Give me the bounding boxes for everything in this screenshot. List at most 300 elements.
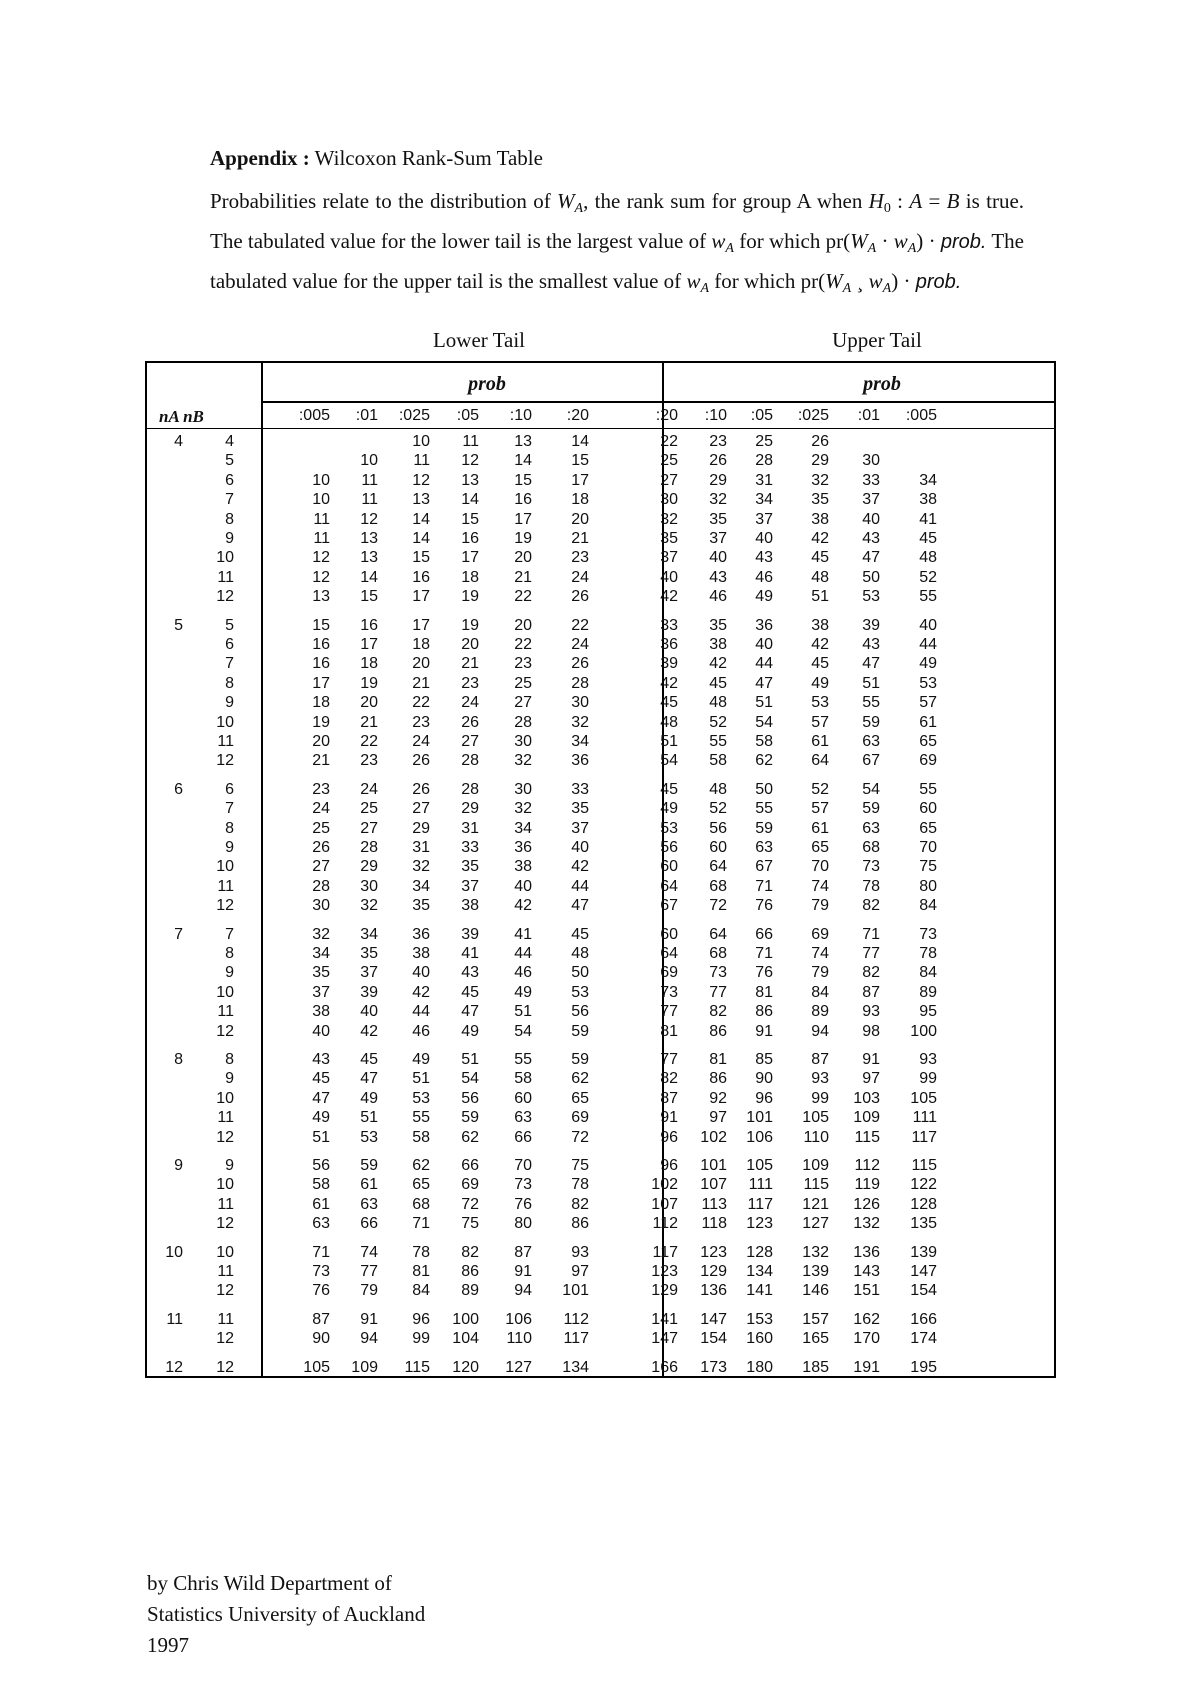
cell-value: 34 (919, 471, 937, 489)
cell-value: 43 (862, 636, 880, 653)
cell-value: 128 (746, 1243, 773, 1261)
cell-value: 47 (862, 655, 880, 673)
cell-value: 64 (660, 945, 678, 962)
cell-value: 38 (919, 491, 937, 509)
cell-value: 146 (802, 1282, 829, 1300)
cell-value: 34 (360, 925, 378, 943)
cell-value: 33 (461, 839, 479, 856)
cell-value: 74 (811, 945, 829, 962)
table-row (147, 858, 1054, 876)
cell-value: 44 (755, 655, 773, 673)
cell-value: 118 (701, 1215, 727, 1233)
cell-value: 120 (452, 1358, 479, 1376)
footer-line-1: by Chris Wild Department of (147, 1571, 392, 1595)
cell-value: 40 (755, 636, 773, 653)
cell-value: 40 (412, 964, 430, 982)
cell-value: 31 (412, 839, 430, 856)
cell-value: 51 (811, 588, 829, 606)
table-row (147, 897, 1054, 915)
cell-value: 67 (755, 858, 773, 876)
cell-value: 59 (862, 800, 880, 818)
cell-value: 64 (709, 858, 727, 876)
cell-value: 54 (755, 713, 773, 731)
column-header: :10 (704, 407, 727, 424)
desc-var: W (850, 229, 868, 253)
cell-value: 117 (563, 1330, 589, 1348)
cell-value: 115 (404, 1358, 430, 1376)
cell-value: 50 (862, 568, 880, 586)
cell-value: 132 (853, 1215, 880, 1233)
cell-value: 11 (413, 452, 430, 470)
cell-value: 76 (755, 897, 773, 915)
cell-value: 40 (312, 1022, 330, 1040)
cell-value: 139 (910, 1243, 937, 1261)
cell-value: 165 (802, 1330, 829, 1348)
cell-nB: 9 (225, 964, 234, 982)
cell-value: 41 (919, 510, 937, 528)
desc-var: W (825, 269, 843, 293)
cell-nB: 7 (225, 925, 234, 943)
heading-title: Wilcoxon Rank-Sum Table (309, 146, 543, 170)
table-row (147, 617, 1054, 635)
cell-value: 17 (412, 588, 430, 606)
cell-value: 45 (461, 983, 479, 1001)
cell-nA: 10 (165, 1243, 183, 1261)
cell-value: 40 (709, 549, 727, 567)
cell-value: 40 (755, 530, 773, 547)
cell-value: 51 (412, 1070, 430, 1088)
cell-value: 42 (514, 897, 532, 915)
cell-value: 96 (755, 1089, 773, 1107)
cell-value: 54 (660, 752, 678, 770)
cell-value: 162 (853, 1310, 880, 1328)
cell-nA: 8 (174, 1051, 183, 1068)
cell-value: 22 (412, 694, 430, 712)
cell-value: 60 (660, 925, 678, 943)
cell-value: 22 (660, 433, 678, 450)
cell-value: 24 (461, 694, 479, 712)
cell-value: 141 (746, 1282, 773, 1300)
cell-value: 185 (802, 1358, 829, 1376)
cell-value: 62 (412, 1157, 430, 1174)
cell-value: 37 (660, 549, 678, 567)
cell-value: 45 (660, 780, 678, 798)
table-row (147, 945, 1054, 963)
cell-value: 73 (862, 858, 880, 876)
desc-text: for which pr( (733, 229, 851, 253)
prob-header-upper: prob (863, 373, 901, 395)
cell-value: 56 (571, 1003, 589, 1021)
cell-value: 70 (811, 858, 829, 876)
cell-value: 77 (660, 1051, 678, 1068)
cell-value: 34 (571, 733, 589, 750)
cell-value: 119 (854, 1176, 880, 1194)
cell-value: 14 (412, 530, 430, 547)
cell-nA: 12 (165, 1358, 183, 1376)
cell-value: 24 (571, 568, 589, 586)
cell-value: 32 (514, 752, 532, 770)
cell-value: 73 (660, 983, 678, 1001)
cell-value: 75 (919, 858, 937, 876)
cell-value: 110 (803, 1128, 829, 1146)
cell-value: 98 (862, 1022, 880, 1040)
cell-value: 81 (660, 1022, 678, 1040)
cell-value: 13 (461, 471, 479, 489)
cell-value: 71 (412, 1215, 430, 1233)
cell-value: 29 (709, 471, 727, 489)
cell-value: 147 (700, 1310, 727, 1328)
cell-value: 82 (660, 1070, 678, 1088)
cell-value: 43 (709, 568, 727, 586)
cell-value: 153 (746, 1310, 773, 1328)
cell-value: 19 (461, 616, 479, 634)
cell-value: 47 (312, 1089, 330, 1107)
cell-value: 93 (919, 1051, 937, 1068)
cell-value: 23 (514, 655, 532, 673)
cell-value: 141 (651, 1310, 678, 1328)
cell-value: 100 (452, 1310, 479, 1328)
cell-value: 25 (660, 452, 678, 470)
cell-value: 12 (312, 549, 330, 567)
cell-value: 128 (910, 1195, 937, 1213)
cell-nB: 12 (216, 588, 234, 606)
desc-text: ) · (891, 269, 916, 293)
cell-value: 48 (709, 694, 727, 712)
cell-value: 101 (562, 1282, 589, 1300)
cell-value: 20 (571, 510, 589, 528)
cell-nB: 11 (217, 1003, 234, 1021)
cell-value: 59 (461, 1109, 479, 1127)
cell-value: 10 (312, 491, 330, 509)
cell-nB: 5 (225, 616, 234, 634)
cell-value: 45 (919, 530, 937, 547)
cell-value: 19 (312, 713, 330, 731)
cell-nB: 12 (216, 1128, 234, 1146)
desc-text: The tabulated value for the upper tail is the smallest value of (210, 229, 1024, 293)
cell-value: 123 (700, 1243, 727, 1261)
cell-value: 17 (412, 616, 430, 634)
cell-value: 109 (802, 1157, 829, 1174)
cell-value: 11 (361, 491, 378, 509)
cell-value: 18 (360, 655, 378, 673)
cell-value: 37 (360, 964, 378, 982)
cell-value: 52 (709, 713, 727, 731)
cell-value: 48 (571, 945, 589, 962)
cell-value: 51 (514, 1003, 532, 1021)
cell-value: 11 (462, 433, 479, 450)
cell-value: 43 (312, 1051, 330, 1068)
column-header: :01 (857, 407, 880, 424)
cell-value: 15 (461, 510, 479, 528)
cell-value: 53 (360, 1128, 378, 1146)
cell-value: 94 (360, 1330, 378, 1348)
cell-value: 21 (514, 568, 532, 586)
cell-value: 99 (412, 1330, 430, 1348)
cell-value: 29 (811, 452, 829, 470)
desc-text: : (890, 189, 910, 213)
cell-value: 78 (919, 945, 937, 962)
cell-value: 23 (360, 752, 378, 770)
cell-nA: 11 (166, 1310, 183, 1328)
appendix-heading (210, 146, 543, 171)
cell-value: 102 (651, 1176, 678, 1194)
cell-value: 29 (360, 858, 378, 876)
cell-value: 71 (755, 945, 773, 962)
cell-value: 57 (811, 713, 829, 731)
cell-value: 42 (811, 636, 829, 653)
cell-value: 129 (651, 1282, 678, 1300)
cell-value: 58 (312, 1176, 330, 1194)
cell-value: 55 (919, 588, 937, 606)
cell-value: 22 (571, 616, 589, 634)
cell-value: 71 (755, 877, 773, 895)
cell-value: 91 (360, 1310, 378, 1328)
cell-nB: 11 (217, 1310, 234, 1328)
table-row (147, 1282, 1054, 1300)
cell-value: 47 (461, 1003, 479, 1021)
cell-value: 56 (660, 839, 678, 856)
cell-value: 99 (919, 1070, 937, 1088)
cell-value: 55 (919, 780, 937, 798)
cell-value: 49 (360, 1089, 378, 1107)
cell-value: 77 (360, 1263, 378, 1280)
cell-value: 92 (709, 1089, 727, 1107)
table-row (147, 1003, 1054, 1021)
cell-value: 31 (755, 471, 773, 489)
cell-value: 32 (571, 713, 589, 731)
cell-value: 47 (755, 674, 773, 692)
desc-var: w (868, 269, 883, 293)
cell-value: 166 (651, 1358, 678, 1376)
table-row (147, 1090, 1054, 1108)
table-row (147, 569, 1054, 587)
cell-value: 21 (461, 655, 479, 673)
cell-value: 84 (811, 983, 829, 1001)
cell-value: 93 (571, 1243, 589, 1261)
cell-value: 112 (854, 1157, 880, 1174)
cell-nB: 6 (225, 471, 234, 489)
cell-value: 48 (660, 713, 678, 731)
cell-nB: 11 (217, 1195, 234, 1213)
cell-value: 49 (919, 655, 937, 673)
cell-value: 40 (514, 877, 532, 895)
table-row (147, 1215, 1054, 1233)
cell-value: 42 (660, 588, 678, 606)
cell-value: 49 (461, 1022, 479, 1040)
cell-nB: 8 (225, 945, 234, 962)
cell-nB: 9 (225, 839, 234, 856)
cell-nB: 12 (216, 1330, 234, 1348)
column-header: :01 (355, 407, 378, 424)
cell-value: 24 (312, 800, 330, 818)
cell-value: 43 (461, 964, 479, 982)
cell-value: 93 (862, 1003, 880, 1021)
cell-value: 87 (514, 1243, 532, 1261)
cell-value: 35 (312, 964, 330, 982)
cell-value: 45 (360, 1051, 378, 1068)
cell-value: 46 (412, 1022, 430, 1040)
cell-value: 24 (412, 733, 430, 750)
cell-value: 39 (660, 655, 678, 673)
table-row (147, 491, 1054, 509)
cell-value: 84 (919, 964, 937, 982)
table-row (147, 1070, 1054, 1088)
desc-var: H (868, 189, 884, 213)
cell-value: 121 (802, 1195, 829, 1213)
cell-value: 20 (514, 616, 532, 634)
cell-value: 191 (853, 1358, 880, 1376)
cell-value: 82 (862, 897, 880, 915)
cell-value: 46 (709, 588, 727, 606)
cell-value: 36 (755, 616, 773, 634)
cell-value: 52 (709, 800, 727, 818)
table-row (147, 1157, 1054, 1175)
desc-text: , the rank sum for group A when (583, 189, 869, 213)
cell-value: 67 (660, 897, 678, 915)
cell-value: 17 (571, 471, 589, 489)
cell-value: 25 (514, 674, 532, 692)
cell-value: 38 (412, 945, 430, 962)
n-header: nA nB (159, 407, 204, 426)
column-header: :05 (750, 407, 773, 424)
cell-value: 69 (811, 925, 829, 943)
cell-value: 134 (746, 1263, 773, 1280)
cell-value: 174 (910, 1330, 937, 1348)
cell-nB: 4 (225, 433, 234, 450)
cell-value: 82 (461, 1243, 479, 1261)
cell-value: 13 (360, 530, 378, 547)
cell-value: 115 (803, 1176, 829, 1194)
table-row (147, 530, 1054, 548)
cell-value: 95 (919, 1003, 937, 1021)
cell-value: 17 (461, 549, 479, 567)
cell-value: 34 (312, 945, 330, 962)
cell-value: 32 (709, 491, 727, 509)
cell-value: 132 (802, 1243, 829, 1261)
cell-value: 51 (755, 694, 773, 712)
cell-value: 90 (755, 1070, 773, 1088)
cell-value: 59 (862, 713, 880, 731)
cell-value: 37 (571, 819, 589, 837)
cell-value: 49 (412, 1051, 430, 1068)
cell-value: 21 (412, 674, 430, 692)
column-header: :005 (298, 407, 330, 424)
prob-rule-upper (664, 401, 1054, 403)
cell-value: 66 (360, 1215, 378, 1233)
cell-value: 34 (412, 877, 430, 895)
cell-value: 33 (571, 780, 589, 798)
table-row (147, 800, 1054, 818)
cell-value: 117 (911, 1128, 937, 1146)
cell-value: 14 (412, 510, 430, 528)
cell-value: 34 (514, 819, 532, 837)
cell-value: 97 (862, 1070, 880, 1088)
cell-value: 85 (755, 1051, 773, 1068)
cell-value: 58 (514, 1070, 532, 1088)
cell-value: 106 (505, 1310, 532, 1328)
cell-value: 107 (651, 1195, 678, 1213)
cell-value: 47 (571, 897, 589, 915)
cell-value: 91 (514, 1263, 532, 1280)
cell-value: 37 (312, 983, 330, 1001)
cell-nB: 6 (225, 780, 234, 798)
cell-nA: 9 (174, 1157, 183, 1174)
desc-var: B (946, 189, 960, 213)
cell-nB: 8 (225, 674, 234, 692)
cell-value: 154 (700, 1330, 727, 1348)
cell-value: 105 (303, 1358, 330, 1376)
cell-value: 27 (312, 858, 330, 876)
cell-value: 79 (811, 897, 829, 915)
cell-value: 63 (514, 1109, 532, 1127)
cell-nB: 7 (225, 491, 234, 509)
desc-var: w (686, 269, 701, 293)
table-row (147, 733, 1054, 751)
cell-value: 53 (862, 588, 880, 606)
cell-value: 17 (514, 510, 532, 528)
desc-var: A (909, 189, 923, 213)
column-header: :20 (655, 407, 678, 424)
cell-value: 21 (312, 752, 330, 770)
cell-value: 81 (412, 1263, 430, 1280)
cell-value: 68 (412, 1195, 430, 1213)
cell-value: 37 (461, 877, 479, 895)
cell-value: 109 (351, 1358, 378, 1376)
table-row (147, 549, 1054, 567)
cell-value: 113 (701, 1195, 727, 1213)
cell-value: 32 (412, 858, 430, 876)
table-row (147, 752, 1054, 770)
cell-value: 89 (919, 983, 937, 1001)
column-header: :025 (398, 407, 430, 424)
cell-value: 139 (802, 1263, 829, 1280)
cell-value: 59 (571, 1051, 589, 1068)
cell-nB: 12 (216, 897, 234, 915)
footer-line-2: Statistics University of Auckland (147, 1602, 426, 1626)
cell-value: 81 (709, 1051, 727, 1068)
cell-value: 32 (312, 925, 330, 943)
cell-value: 70 (919, 839, 937, 856)
cell-value: 43 (862, 530, 880, 547)
rank-sum-table (145, 361, 1056, 1378)
table-row (147, 984, 1054, 1002)
desc-text: Probabilities relate to the distribution of (210, 189, 558, 213)
cell-value: 65 (571, 1089, 589, 1107)
cell-value: 61 (360, 1176, 378, 1194)
cell-value: 28 (461, 752, 479, 770)
cell-value: 18 (571, 491, 589, 509)
cell-value: 57 (919, 694, 937, 712)
description-paragraph (210, 185, 1024, 305)
cell-nB: 10 (216, 858, 234, 876)
desc-prob: prob. (915, 271, 962, 293)
cell-value: 81 (755, 983, 773, 1001)
cell-value: 74 (360, 1243, 378, 1261)
cell-value: 38 (312, 1003, 330, 1021)
cell-value: 69 (660, 964, 678, 982)
cell-value: 71 (312, 1243, 330, 1261)
cell-value: 14 (360, 568, 378, 586)
cell-value: 59 (360, 1157, 378, 1174)
cell-value: 60 (660, 858, 678, 876)
table-row (147, 675, 1054, 693)
cell-value: 75 (461, 1215, 479, 1233)
column-header: :05 (456, 407, 479, 424)
table-row (147, 839, 1054, 857)
cell-value: 78 (571, 1176, 589, 1194)
cell-value: 30 (514, 733, 532, 750)
table-row (147, 1330, 1054, 1348)
